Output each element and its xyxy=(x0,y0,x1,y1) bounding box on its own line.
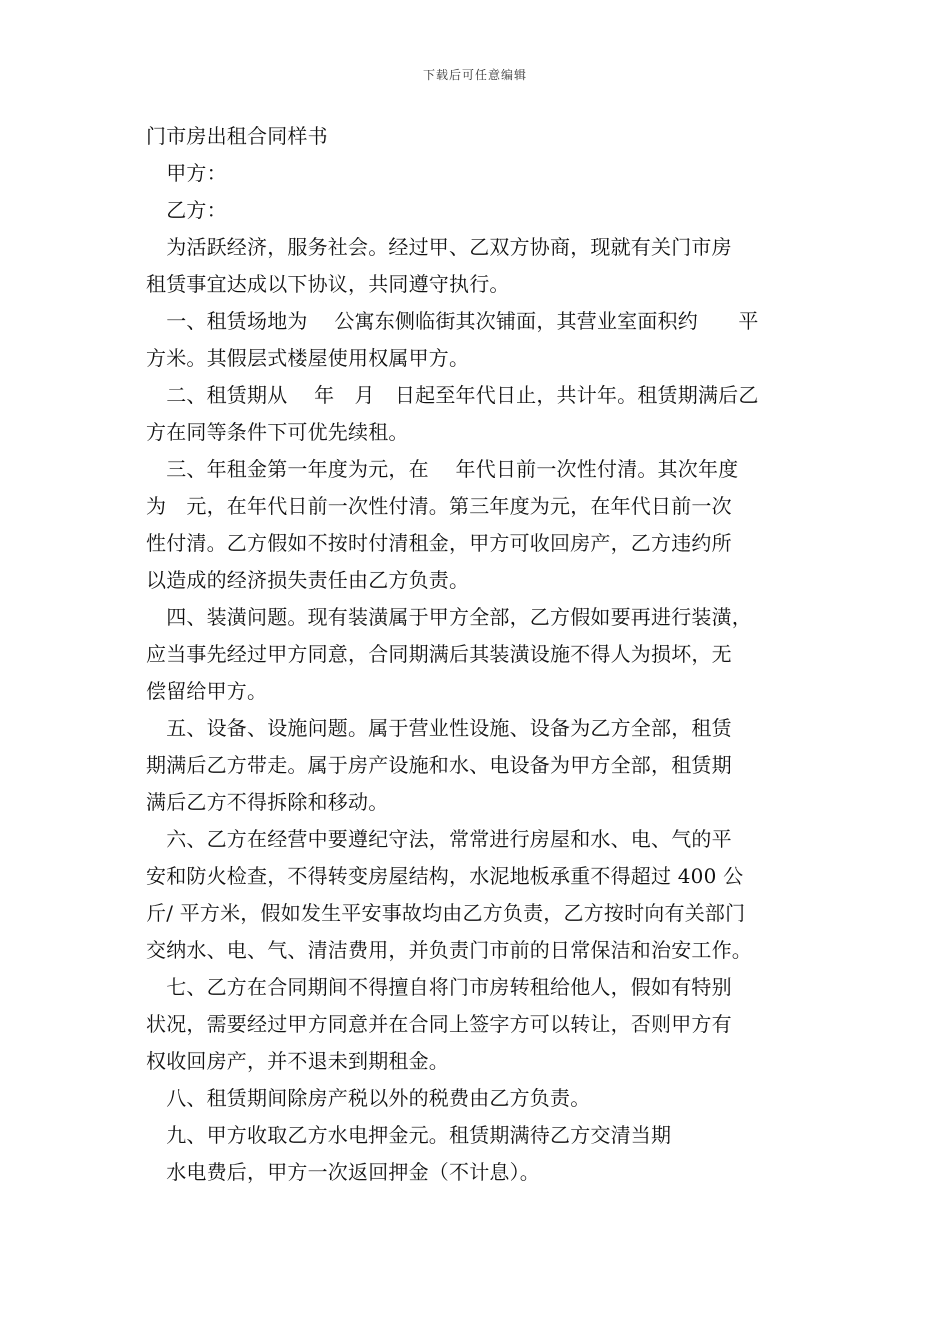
clause-3-line-3: 性付清。乙方假如不按时付清租金，甲方可收回房产，乙方违约所 xyxy=(146,531,732,555)
header-note: 下载后可任意编辑 xyxy=(422,68,527,82)
clause-5-line-1: 五、设备、设施问题。属于营业性设施、设备为乙方全部，租赁 xyxy=(146,716,732,740)
document-body xyxy=(146,118,836,1191)
clause-7-line-3: 权收回房产，并不退未到期租金。 xyxy=(146,1049,449,1073)
clause-7-line-2: 状况，需要经过甲方同意并在合同上签字方可以转让，否则甲方有 xyxy=(146,1012,732,1036)
clause-9-line-2: 水电费后，甲方一次返回押金（不计息）。 xyxy=(146,1160,540,1184)
clause-7-line-1: 七、乙方在合同期间不得擅自将门市房转租给他人，假如有特别 xyxy=(146,975,732,999)
clause-8-line-1: 八、租赁期间除房产税以外的税费由乙方负责。 xyxy=(146,1086,591,1110)
clause-2-line-1: 二、租赁期从 年 月 日起至年代日止，共计年。租赁期满后乙 xyxy=(146,383,759,407)
clause-6-line-3: 斤/ 平方米，假如发生平安事故均由乙方负责，乙方按时向有关部门 xyxy=(146,901,746,925)
clause-4-line-1: 四、装潢问题。现有装潢属于甲方全部，乙方假如要再进行装潢， xyxy=(146,605,752,629)
clause-4-line-2: 应当事先经过甲方同意，合同期满后其装潢设施不得人为损坏，无 xyxy=(146,642,732,666)
clause-3-line-4: 以造成的经济损失责任由乙方负责。 xyxy=(146,568,470,592)
clause-9-line-1: 九、甲方收取乙方水电押金元。租赁期满待乙方交清当期 xyxy=(146,1123,672,1147)
clause-1-line-2: 方米。其假层式楼屋使用权属甲方。 xyxy=(146,346,470,370)
party-a-line: 甲方： xyxy=(146,161,227,185)
preamble-line-2: 租赁事宜达成以下协议，共同遵守执行。 xyxy=(146,272,510,296)
clause-3-line-2: 为 元，在年代日前一次性付清。第三年度为元，在年代日前一次 xyxy=(146,494,732,518)
clause-6-line-2: 安和防火检查，不得转变房屋结构，水泥地板承重不得超过 400 公 xyxy=(146,864,744,888)
clause-2-line-2: 方在同等条件下可优先续租。 xyxy=(146,420,409,444)
clause-3-line-1: 三、年租金第一年度为元，在 年代日前一次性付清。其次年度 xyxy=(146,457,739,481)
clause-6-line-1: 六、乙方在经营中要遵纪守法，常常进行房屋和水、电、气的平 xyxy=(146,827,732,851)
clause-5-line-3: 满后乙方不得拆除和移动。 xyxy=(146,790,389,814)
clause-1-line-1: 一、租赁场地为 公寓东侧临街其次铺面，其营业室面积约 平 xyxy=(146,309,759,333)
clause-6-line-4: 交纳水、电、气、清洁费用，并负责门市前的日常保洁和治安工作。 xyxy=(146,938,752,962)
party-b-line: 乙方： xyxy=(146,198,227,222)
clause-5-line-2: 期满后乙方带走。属于房产设施和水、电设备为甲方全部，租赁期 xyxy=(146,753,732,777)
clause-4-line-3: 偿留给甲方。 xyxy=(146,679,268,703)
preamble-line-1: 为活跃经济，服务社会。经过甲、乙双方协商，现就有关门市房 xyxy=(146,235,732,259)
document-title: 门市房出租合同样书 xyxy=(146,124,328,148)
